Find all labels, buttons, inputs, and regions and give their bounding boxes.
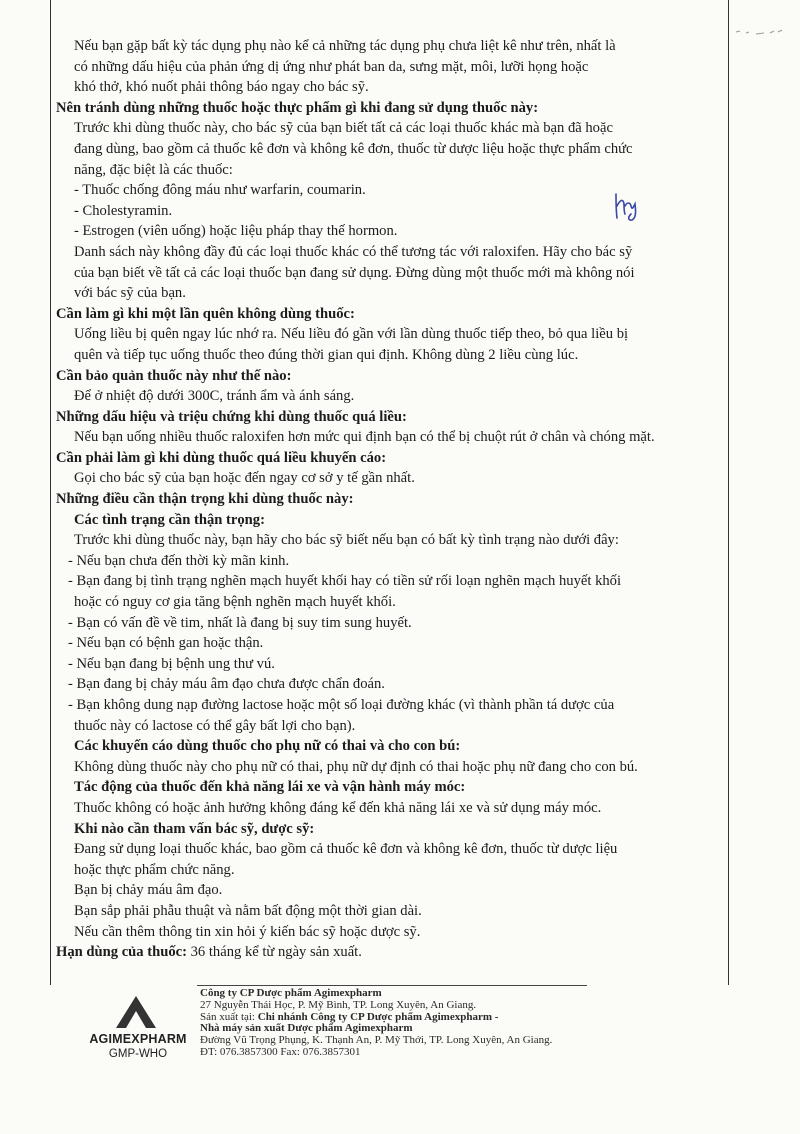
section-heading: Những dấu hiệu và triệu chứng khi dùng thuốc quá liều: bbox=[56, 408, 407, 425]
section-heading: Cần bảo quản thuốc này như thế nào: bbox=[56, 367, 292, 384]
company-info bbox=[200, 988, 620, 1059]
gmp-certification: GMP-WHO bbox=[108, 1048, 168, 1060]
text-line: - Estrogen (viên uống) hoặc liệu pháp thay thế hormon. bbox=[74, 223, 398, 240]
text-line: Trước khi dùng thuốc này, bạn hãy cho bác sỹ biết nếu bạn có bất kỳ tình trạng nào dưới đây: bbox=[74, 532, 619, 549]
section-heading: Cần phải làm gì khi dùng thuốc quá liều khuyến cáo: bbox=[56, 449, 387, 466]
text-line: Bạn bị chảy máu âm đạo. bbox=[74, 882, 223, 899]
text-line: - Bạn đang bị tình trạng nghẽn mạch huyết khối hay có tiền sử rối loạn nghẽn mạch huyết khối bbox=[68, 573, 622, 590]
text-line: Không dùng thuốc này cho phụ nữ có thai, phụ nữ dự định có thai hoặc phụ nữ đang cho con bú. bbox=[74, 758, 638, 775]
text-line: - Nếu bạn có bệnh gan hoặc thận. bbox=[68, 635, 264, 652]
expiry-label: Hạn dùng của thuốc: bbox=[56, 944, 187, 961]
agimexpharm-logo-icon bbox=[114, 994, 158, 1030]
text-line: - Cholestyramin. bbox=[74, 202, 173, 219]
document-body bbox=[56, 36, 720, 963]
text-line: Danh sách này không đầy đủ các loại thuốc khác có thể tương tác với raloxifen. Hãy cho bác sỹ bbox=[74, 243, 633, 260]
text-line: của bạn biết về tất cả các loại thuốc bạn đang sử dụng. Đừng dùng một thuốc mới mà không nói bbox=[74, 264, 635, 281]
section-heading: Cần làm gì khi một lần quên không dùng thuốc: bbox=[56, 305, 355, 322]
text-line: - Bạn đang bị chảy máu âm đạo chưa được chẩn đoán. bbox=[68, 676, 385, 693]
text-line: Uống liều bị quên ngay lúc nhớ ra. Nếu liều đó gần với lần dùng thuốc tiếp theo, bỏ qua liều bị bbox=[74, 326, 629, 343]
agimexpharm-logo bbox=[78, 992, 198, 1062]
text-line: có những dấu hiệu của phản ứng dị ứng như phát ban da, sưng mặt, môi, lưỡi họng hoặc bbox=[74, 58, 589, 75]
text-line: - Bạn có vấn đề về tim, nhất là đang bị suy tim sung huyết. bbox=[68, 614, 412, 631]
section-heading: Tác động của thuốc đến khả năng lái xe và vận hành máy móc: bbox=[74, 779, 466, 796]
handwritten-initials bbox=[612, 188, 646, 222]
text-line: thuốc này có lactose có thể gây bất lợi cho bạn). bbox=[74, 717, 356, 734]
section-heading: Những điều cần thận trọng khi dùng thuốc này: bbox=[56, 491, 354, 508]
text-line: quên và tiếp tục uống thuốc theo đúng thời gian qui định. Không dùng 2 liều cùng lúc. bbox=[74, 346, 579, 363]
text-line: Để ở nhiệt độ dưới 300C, tránh ẩm và ánh sáng. bbox=[74, 388, 355, 405]
company-name: Công ty CP Dược phẩm Agimexpharm bbox=[200, 987, 382, 999]
text-line: - Nếu bạn đang bị bệnh ung thư vú. bbox=[68, 655, 275, 672]
text-line: Nếu cần thêm thông tin xin hỏi ý kiến bác sỹ hoặc dược sỹ. bbox=[74, 923, 421, 940]
section-heading: Khi nào cần tham vấn bác sỹ, dược sỹ: bbox=[74, 820, 315, 837]
section-heading: Nên tránh dùng những thuốc hoặc thực phẩm gì khi đang sử dụng thuốc này: bbox=[56, 99, 539, 116]
company-address: 27 Nguyễn Thái Học, P. Mỹ Bình, TP. Long Xuyên, An Giang. bbox=[200, 998, 477, 1011]
expiry-value: 36 tháng kể từ ngày sản xuất. bbox=[186, 944, 362, 961]
text-line: Trước khi dùng thuốc này, cho bác sỹ của bạn biết tất cả các loại thuốc khác mà bạn đã hoặc bbox=[74, 120, 613, 137]
text-line: Thuốc không có hoặc ảnh hưởng không đáng kể đến khả năng lái xe và sử dụng máy móc. bbox=[74, 799, 602, 816]
section-heading: Các tình trạng cần thận trọng: bbox=[74, 511, 265, 528]
brand-name: AGIMEXPHARM bbox=[89, 1032, 187, 1046]
text-line: hoặc có nguy cơ gia tăng bệnh nghẽn mạch huyết khối. bbox=[74, 594, 396, 611]
expiry-line bbox=[56, 942, 720, 963]
text-line: với bác sỹ của bạn. bbox=[74, 285, 186, 302]
made-at-label: Sản xuất tại: bbox=[200, 1010, 258, 1023]
contact-phone-fax: ĐT: 076.3857300 Fax: 076.3857301 bbox=[200, 1045, 361, 1058]
factory-address: Đường Vũ Trọng Phụng, K. Thạnh An, P. Mỹ Thới, TP. Long Xuyên, An Giang. bbox=[200, 1034, 553, 1047]
text-line: Bạn sắp phải phẫu thuật và nằm bất động một thời gian dài. bbox=[74, 902, 422, 919]
text-line: Nếu bạn gặp bất kỳ tác dụng phụ nào kể cả những tác dụng phụ chưa liệt kê như trên, nhất là bbox=[74, 38, 616, 54]
text-line: đang dùng, bao gồm cả thuốc kê đơn và không kê đơn, thuốc từ dược liệu hoặc thực phẩm chức bbox=[74, 140, 633, 157]
text-line: Đang sử dụng loại thuốc khác, bao gồm cả thuốc kê đơn và không kê đơn, thuốc từ dược liệu bbox=[74, 841, 618, 858]
text-line: - Nếu bạn chưa đến thời kỳ mãn kinh. bbox=[68, 552, 290, 569]
text-line: Nếu bạn uống nhiều thuốc raloxifen hơn mức qui định bạn có thể bị chuột rút ở chân và chóng mặt. bbox=[74, 429, 655, 446]
text-line: - Bạn không dung nạp đường lactose hoặc một số loại đường khác (vì thành phần tá dược của bbox=[68, 697, 615, 713]
footer-divider bbox=[197, 985, 587, 986]
text-line: - Thuốc chống đông máu như warfarin, coumarin. bbox=[74, 182, 366, 199]
text-line: Gọi cho bác sỹ của bạn hoặc đến ngay cơ sở y tế gần nhất. bbox=[74, 470, 415, 487]
text-line: năng, đặc biệt là các thuốc: bbox=[74, 161, 233, 178]
text-line: hoặc thực phẩm chức năng. bbox=[74, 861, 235, 878]
made-at-value: Chi nhánh Công ty CP Dược phẩm Agimexpharm - bbox=[257, 1010, 499, 1023]
factory-name: Nhà máy sản xuất Dược phẩm Agimexpharm bbox=[200, 1022, 413, 1035]
corner-marks bbox=[734, 24, 784, 38]
text-line: khó thở, khó nuốt phải thông báo ngay cho bác sỹ. bbox=[74, 79, 369, 96]
section-heading: Các khuyến cáo dùng thuốc cho phụ nữ có thai và cho con bú: bbox=[74, 738, 461, 755]
